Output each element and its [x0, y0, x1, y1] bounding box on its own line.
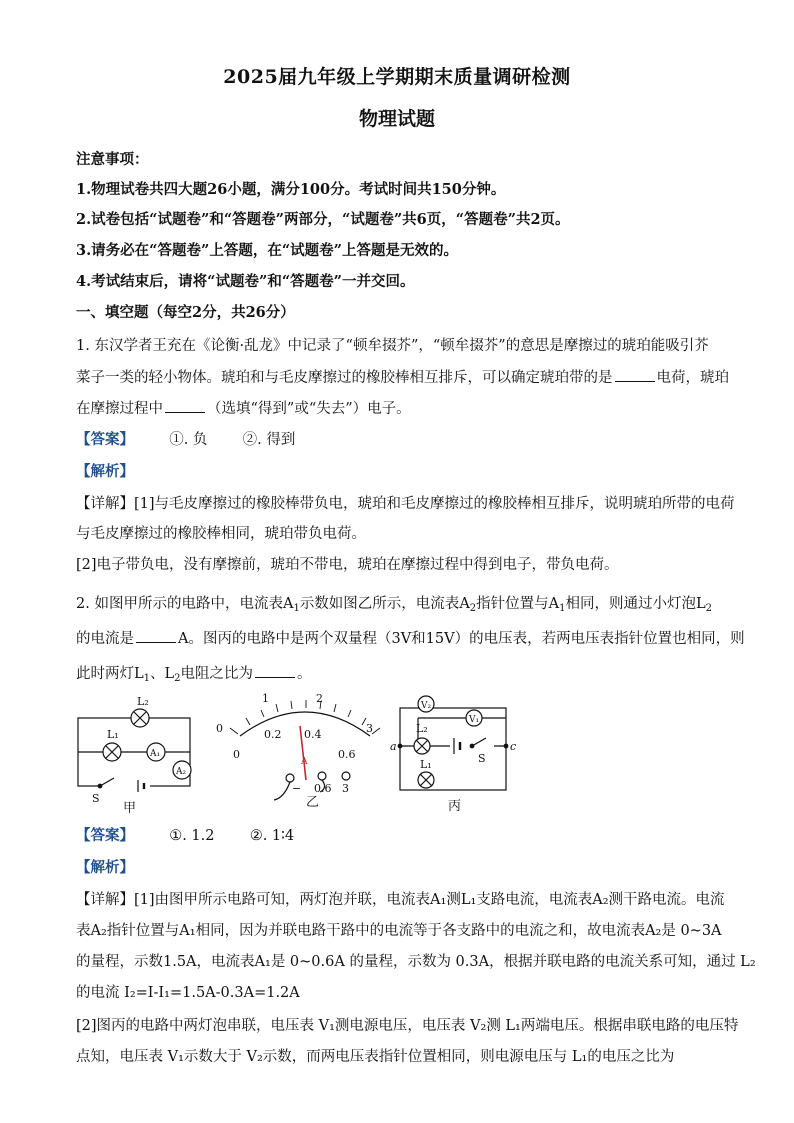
circuit-figures [70, 688, 530, 818]
label-l1: L₁ [107, 728, 119, 741]
figure-bing [390, 696, 516, 814]
q2-detail: 的量程，示数1.5A，电流表A₁是 0~0.6A 的量程，示数为 0.3A，根据并联电路的电流关系可知，通过 L₂ [76, 954, 756, 970]
terminal-icon [286, 774, 294, 782]
exam-title: 2025届九年级上学期期末质量调研检测 [223, 66, 571, 88]
subject-title: 物理试题 [358, 108, 435, 130]
notice-item: 3.请务必在“答题卷”上答题，在“试题卷”上答题是无效的。 [76, 242, 458, 259]
terminal-label: 0.6 [314, 782, 332, 795]
q1-answer: 【答案】 ①. 负 ②. 得到 [76, 431, 296, 448]
q2-text-line: 2. 如图甲所示的电路中，电流表$A_1$示数如图乙所示，电流表$A_2$指针位置与$A_1$相同，则通过小灯泡$L_2$ [76, 596, 713, 614]
figure-caption: 丙 [448, 799, 462, 814]
tick-label: 2 [316, 692, 323, 705]
figure-jia [78, 695, 191, 816]
q2-answer: 【答案】 ①. 1.2 ②. 1∶4 [76, 827, 295, 844]
tick-label: 0.4 [304, 728, 322, 741]
tick-label: 0.2 [264, 728, 282, 741]
label-a: a [390, 740, 397, 753]
q1-analysis-label: 【解析】 [76, 463, 134, 480]
tick-label: 0 [233, 748, 240, 761]
section-heading: 一、填空题（每空2分，共26分） [76, 304, 295, 321]
terminal-label: 3 [342, 782, 349, 795]
figure-caption: 甲 [123, 801, 137, 816]
q1-detail: [2]电子带负电，没有摩擦前，琥珀不带电，琥珀在摩擦过程中得到电子，带负电荷。 [76, 557, 619, 573]
answer-blank [136, 630, 176, 643]
notice-item: 1.物理试卷共四大题26小题，满分100分。考试时间共150分钟。 [76, 181, 506, 198]
figure-yi [216, 692, 380, 810]
answer-blank [165, 400, 205, 413]
figure-caption: 乙 [306, 795, 320, 810]
q1-text-line: 在摩擦过程中 （选填“得到”或“失去”）电子。 [76, 401, 411, 417]
tick-label: 0.6 [338, 748, 356, 761]
label-c: c [510, 740, 517, 753]
q2-detail: 【详解】[1]由图甲所示电路可知，两灯泡并联，电流表A₁测L₁支路电流，电流表A₂测干路电流。电流 [76, 892, 725, 908]
q2-text-line: 此时两灯$L_1$、$L_2$电阻之比为 。 [76, 666, 312, 684]
q1-text-line: 菜子一类的轻小物体。琥珀和与毛皮摩擦过的橡胶棒相互排斥，可以确定琥珀带的是 电荷，琥珀 [76, 370, 729, 386]
notice-item: 4.考试结束后，请将“试题卷”和“答题卷”一并交回。 [76, 273, 415, 290]
tick-label: 1 [262, 692, 269, 705]
terminal-icon [318, 772, 326, 780]
q2-detail: 点知，电压表 V₁示数大于 V₂示数，而两电压表指针位置相同，则电源电压与 L₁的电压之比为 [76, 1049, 675, 1065]
label-s: S [478, 752, 486, 765]
terminal-label: − [292, 782, 302, 795]
q2-detail: [2]图丙的电路中两灯泡串联，电压表 V₁测电源电压，电压表 V₂测 L₁两端电压。根据串联电路的电压特 [76, 1018, 739, 1034]
tick-label: 0 [216, 722, 223, 735]
label-s: S [92, 792, 100, 805]
q1-text-line: 1. 东汉学者王充在《论衡·乱龙》中记录了“顿牟掇芥”，“顿牟掇芥”的意思是摩擦过的琥珀能吸引芥 [76, 338, 709, 354]
answer-blank [615, 369, 655, 382]
notice-heading: 注意事项： [76, 151, 149, 168]
needle-label: A [301, 757, 308, 767]
q2-detail: 的电流 I₂=I-I₁=1.5A-0.3A=1.2A [76, 985, 300, 1001]
label-l2: L₂ [416, 722, 428, 735]
q2-text-line: 的电流是 A。图丙的电路中是两个双量程（3V和15V）的电压表，若两电压表指针位置也相同，则 [76, 631, 745, 647]
label-a2: A₂ [176, 767, 187, 777]
answer-blank [255, 665, 295, 678]
label-l2: L₂ [137, 695, 149, 708]
lead-wire [274, 782, 290, 800]
q1-detail: 【详解】[1]与毛皮摩擦过的橡胶棒带负电，琥珀和毛皮摩擦过的橡胶棒相互排斥，说明琥珀所带的电荷 [76, 496, 735, 512]
tick-label: 3 [366, 722, 373, 735]
label-v2: V₂ [421, 701, 432, 711]
q2-detail: 表A₂指针位置与A₁相同，因为并联电路干路中的电流等于各支路中的电流之和，故电流表A₂是 0~3A [76, 923, 722, 939]
q2-analysis-label: 【解析】 [76, 859, 134, 876]
q1-detail: 与毛皮摩擦过的橡胶棒相同，琥珀带负电荷。 [76, 526, 366, 542]
label-v1: V₁ [469, 715, 480, 725]
label-l1: L₁ [420, 758, 432, 771]
terminal-icon [342, 772, 350, 780]
label-a1: A₁ [150, 749, 161, 759]
notice-item: 2.试卷包括“试题卷”和“答题卷”两部分，“试题卷”共6页，“答题卷”共2页。 [76, 211, 570, 228]
